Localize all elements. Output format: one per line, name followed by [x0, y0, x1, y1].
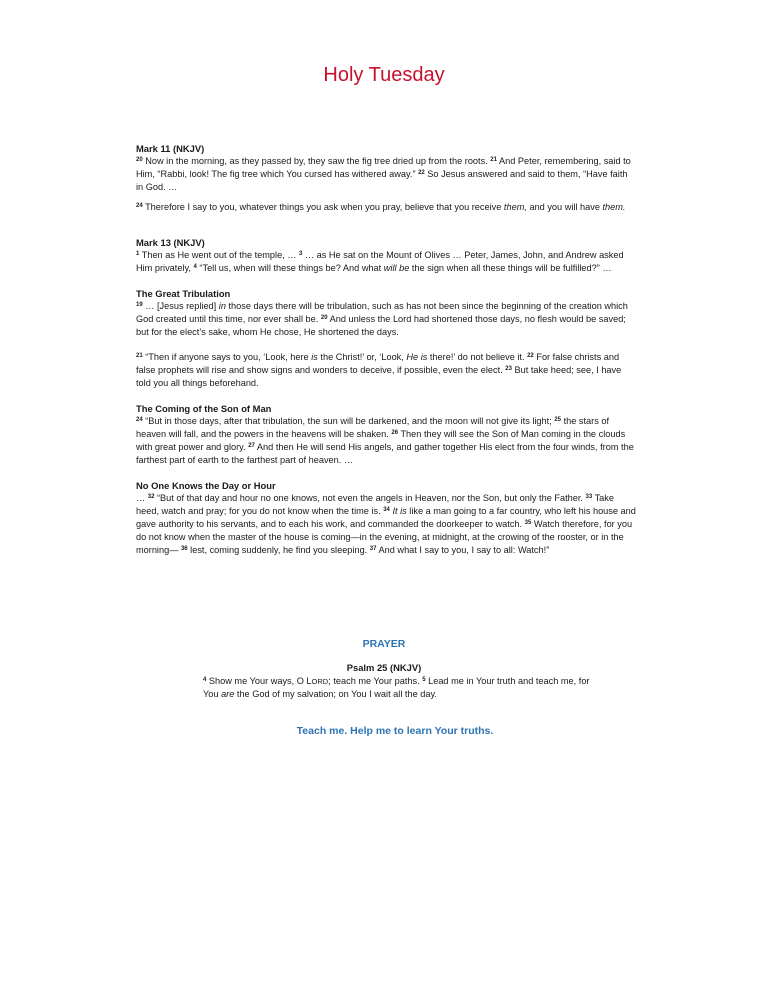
- verse-text: lest, coming suddenly, he find you sleeping.: [187, 545, 370, 555]
- verse-number: 5: [422, 677, 426, 683]
- verse-number: 1: [136, 251, 140, 257]
- verse-italic: is: [311, 352, 318, 362]
- verse-text: … [Jesus replied]: [142, 301, 219, 311]
- verse-number: 22: [527, 353, 534, 359]
- paragraph-mark-13-v1-4: [136, 249, 636, 275]
- section-heading-mark-11: Mark 11 (NKJV): [136, 143, 205, 154]
- paragraph-mark-11-v20-22: [136, 155, 636, 194]
- section-heading-mark-13: Mark 13 (NKJV): [136, 237, 205, 248]
- scripture-body: [136, 142, 636, 557]
- verse-text: there!’ do not believe it.: [427, 352, 528, 362]
- verse-number: 21: [136, 353, 143, 359]
- verse-italic: It is: [392, 506, 407, 516]
- verse-italic: He is: [406, 352, 428, 362]
- verse-text: ; teach me Your paths.: [328, 676, 423, 686]
- verse-text: the stars of heaven will fall, and the powers in the heavens will be shaken.: [136, 416, 610, 439]
- verse-text: Therefore I say to you, whatever things you ask when you pray, believe that you receive: [142, 202, 504, 212]
- verse-text: But take heed; see, I have told you all things beforehand.: [136, 365, 622, 388]
- verse-text: Then they will see the Son of Man coming in the clouds with great power and glory.: [136, 429, 626, 452]
- verse-text: and you will have: [526, 202, 603, 212]
- verse-number: 34: [383, 507, 390, 513]
- verse-text: …: [136, 493, 148, 503]
- verse-text: And what I say to you, I say to all: Watch!”: [376, 545, 550, 555]
- paragraph-tribulation-v21-23: [136, 351, 636, 390]
- verse-text: Take heed, watch and pray; for you do not know when the time is.: [136, 493, 614, 516]
- verse-number: 33: [585, 494, 593, 500]
- verse-number: 35: [524, 520, 532, 526]
- verse-text: the sign when all these things will be fulfilled?” …: [409, 263, 612, 273]
- verse-text: Then as He went out of the temple, …: [139, 250, 300, 260]
- section-heading-great-tribulation: The Great Tribulation: [136, 288, 231, 299]
- verse-number: 32: [147, 494, 155, 500]
- paragraph-mark-11-v24: [136, 201, 636, 214]
- verse-text: … as He sat on the Mount of Olives … Peter, James, John, and Andrew asked Him privately,: [136, 250, 624, 273]
- verse-text: “But of that day and hour no one knows, not even the angels in Heaven, nor the Son, but only the Father.: [154, 493, 586, 503]
- verse-italic: them,: [503, 202, 527, 212]
- verse-italic: are: [221, 689, 235, 699]
- verse-number: 22: [418, 170, 425, 176]
- verse-number: 24: [136, 417, 143, 423]
- verse-number: 36: [180, 546, 188, 552]
- verse-text: Lead me in Your truth and teach me, for You: [203, 676, 590, 699]
- verse-italic: them.: [602, 202, 626, 212]
- verse-number: 37: [369, 546, 377, 552]
- section-heading-coming-son-of-man: The Coming of the Son of Man: [136, 403, 272, 414]
- verse-text: “But in those days, after that tribulation, the sun will be darkened, and the moon will not give its light;: [142, 416, 555, 426]
- paragraph-no-one-knows-v32-37: [136, 492, 636, 557]
- verse-text: And Peter, remembering, said to Him, “Rabbi, look! The fig tree which You cursed has withered away.”: [136, 156, 631, 179]
- section-heading-no-one-knows: No One Knows the Day or Hour: [136, 480, 276, 491]
- verse-number: 4: [203, 677, 207, 683]
- verse-text: Now in the morning, as they passed by, they saw the fig tree dried up from the roots.: [142, 156, 491, 166]
- verse-italic: in: [218, 301, 226, 311]
- verse-number: 19: [136, 302, 143, 308]
- verse-text: those days there will be tribulation, such as has not been since the beginning of the creation which God created until this time, nor ever shall be.: [136, 301, 628, 324]
- psalm-paragraph: [203, 675, 593, 701]
- verse-text: “Then if anyone says to you, ‘Look, here: [142, 352, 312, 362]
- verse-number: 20: [136, 157, 143, 163]
- verse-number: 26: [391, 430, 399, 436]
- verse-text: For false christs and false prophets will rise and show signs and wonders to deceive, if possible, even the elect.: [136, 352, 620, 375]
- paragraph-coming-v24-27: [136, 415, 636, 467]
- verse-number: 3: [299, 251, 303, 257]
- prayer-heading: PRAYER: [362, 638, 406, 650]
- page-title: Holy Tuesday: [323, 64, 445, 86]
- verse-italic: will be: [383, 263, 410, 273]
- verse-text: And unless the Lord had shortened those days, no flesh would be saved; but for the elect’s sake, whom He chose, He shortened the days.: [136, 314, 626, 337]
- small-caps-lord: ORD: [311, 677, 329, 686]
- verse-text: Watch therefore, for you do not know when the master of the house is coming—in the evening, at midnight, at the crowing of the rooster, or in the morning—: [136, 519, 633, 555]
- verse-number: 4: [193, 264, 197, 270]
- verse-text: Show me Your ways, O L: [206, 676, 312, 686]
- verse-number: 20: [320, 315, 328, 321]
- verse-text: the Christ!’ or, ‘Look,: [317, 352, 407, 362]
- verse-text: like a man going to a far country, who left his house and gave authority to his servants, and to each his work, and commanded the doorkeeper to watch.: [136, 506, 636, 529]
- paragraph-tribulation-v19-20: [136, 300, 636, 339]
- verse-number: 21: [490, 157, 497, 163]
- verse-text: And then He will send His angels, and gather together His elect from the four winds, from the farthest part of earth to the farthest part of heaven. …: [136, 442, 634, 465]
- verse-number: 27: [248, 443, 255, 449]
- verse-text: “Tell us, when will these things be? And what: [196, 263, 384, 273]
- closing-prayer-line: Teach me. Help me to learn Your truths.: [296, 725, 494, 737]
- verse-text: the God of my salvation; on You I wait all the day.: [234, 689, 437, 699]
- psalm-heading: Psalm 25 (NKJV): [346, 662, 422, 673]
- verse-number: 25: [554, 417, 562, 423]
- verse-number: 24: [136, 203, 143, 209]
- verse-number: 23: [505, 366, 512, 372]
- verse-text: So Jesus answered and said to them, “Have faith in God. …: [136, 169, 628, 192]
